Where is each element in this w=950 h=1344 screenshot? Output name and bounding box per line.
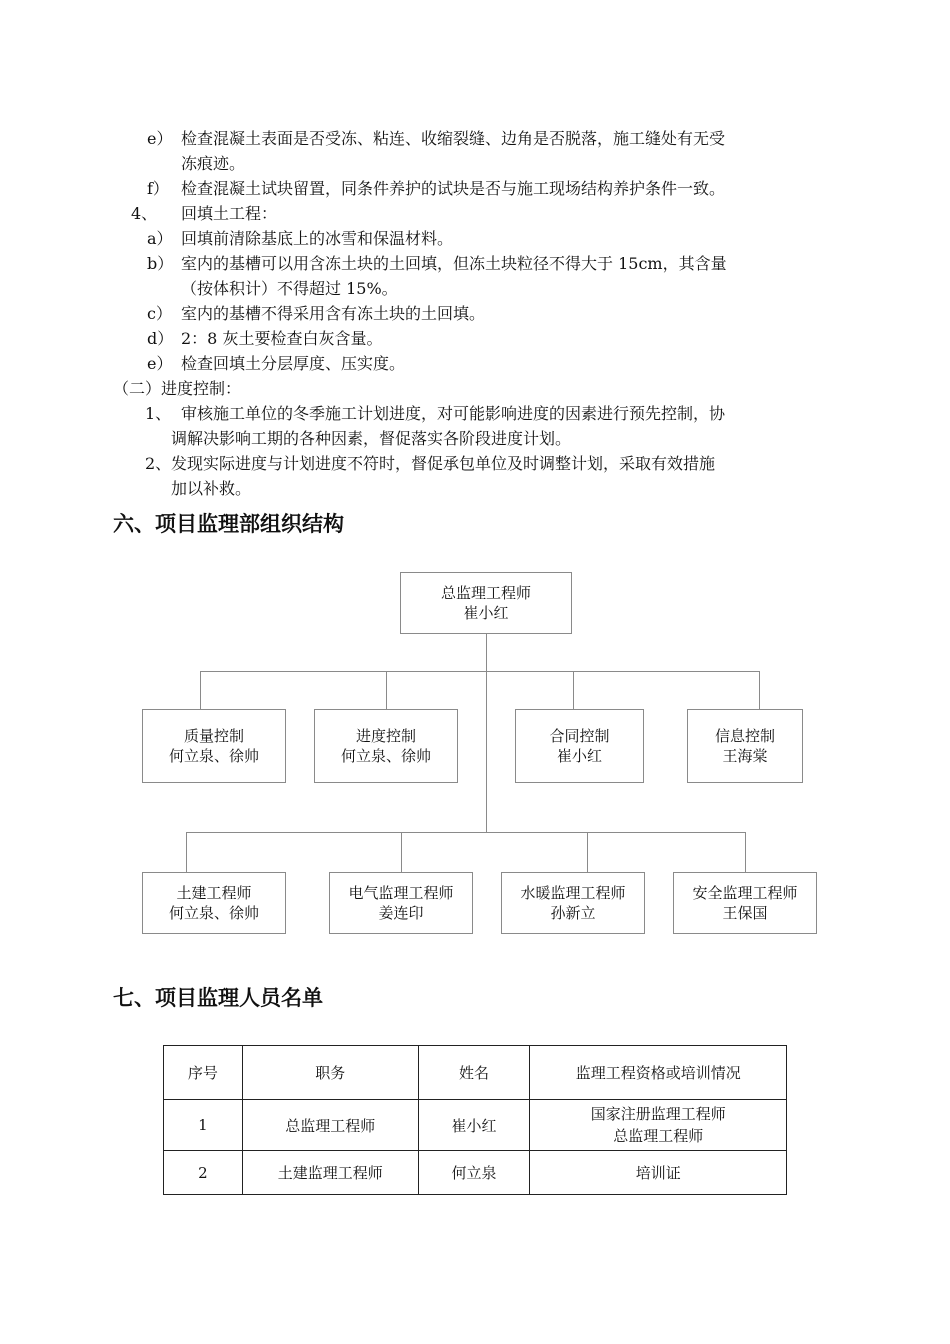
org-box-contract-control (515, 709, 644, 783)
connector-trunk (486, 634, 487, 832)
connector-drop (200, 671, 201, 709)
col-header-name: 姓名 (418, 1046, 530, 1100)
cell-name: 崔小红 (418, 1100, 530, 1151)
cell-role: 总监理工程师 (242, 1100, 418, 1151)
qualification-line: 总监理工程师 (613, 1127, 704, 1145)
org-box-schedule-control (314, 709, 458, 783)
section-subtitle: （二）进度控制： (113, 379, 242, 398)
col-header-role: 职务 (242, 1046, 418, 1100)
org-box-title: 合同控制 (549, 727, 610, 745)
table-row (164, 1100, 787, 1151)
cell-role: 土建监理工程师 (242, 1151, 418, 1195)
item-marker: e） (147, 354, 173, 373)
paragraph-line: 发现实际进度与计划进度不符时，督促承包单位及时调整计划，采取有效措施 (171, 454, 716, 473)
connector-drop (401, 832, 402, 872)
paragraph-line: 调解决影响工期的各种因素，督促落实各阶段进度计划。 (171, 429, 572, 448)
org-box-name: 崔小红 (556, 747, 602, 765)
org-box-title: 总监理工程师 (440, 584, 531, 602)
connector-drop (386, 671, 387, 709)
col-header-qualification: 监理工程资格或培训情况 (530, 1046, 787, 1100)
org-box-name: 王海棠 (722, 747, 768, 765)
item-marker: e） (147, 129, 173, 148)
org-box-name: 何立泉、徐帅 (168, 747, 259, 765)
connector-drop (587, 832, 588, 872)
cell-no: 1 (164, 1100, 243, 1151)
item-marker: f） (147, 179, 169, 198)
paragraph-line: 审核施工单位的冬季施工计划进度，对可能影响进度的因素进行预先控制，协 (181, 404, 726, 423)
item-marker: c） (147, 304, 172, 323)
connector-drop (745, 832, 746, 872)
cell-qualification (530, 1100, 787, 1151)
org-box-hvac-engineer (501, 872, 645, 934)
connector-drop (573, 671, 574, 709)
item-marker: 4、 (131, 204, 158, 223)
item-marker: 1、 (145, 404, 172, 423)
org-box-name: 何立泉、徐帅 (168, 904, 259, 922)
paragraph-line: 回填土工程： (181, 204, 278, 223)
org-box-title: 水暖监理工程师 (520, 884, 626, 902)
item-marker: 2、 (145, 454, 172, 473)
org-box-chief-supervisor (400, 572, 572, 634)
paragraph-line: 室内的基槽可以用含冻土块的土回填，但冻土块粒径不得大于 15cm，其含量 (181, 254, 727, 273)
org-box-safety-engineer (673, 872, 817, 934)
paragraph-line: 检查混凝土表面是否受冻、粘连、收缩裂缝、边角是否脱落，施工缝处有无受 (181, 129, 726, 148)
org-box-title: 土建工程师 (176, 884, 252, 902)
org-box-civil-engineer (142, 872, 286, 934)
cell-no: 2 (164, 1151, 243, 1195)
paragraph-line: 检查回填土分层厚度、压实度。 (181, 354, 406, 373)
staff-table (163, 1045, 787, 1195)
org-box-name: 崔小红 (463, 604, 509, 622)
table-header-row (164, 1046, 787, 1100)
cell-name: 何立泉 (418, 1151, 530, 1195)
section-heading-staff-list: 七、项目监理人员名单 (113, 986, 323, 1010)
org-box-name: 孙新立 (550, 904, 596, 922)
org-box-title: 信息控制 (714, 727, 775, 745)
paragraph-line: 2：8 灰土要检查白灰含量。 (181, 329, 383, 348)
paragraph-line: 室内的基槽不得采用含有冻土块的土回填。 (181, 304, 486, 323)
item-marker: b） (147, 254, 174, 273)
connector-drop (759, 671, 760, 709)
paragraph-line: 加以补救。 (171, 479, 252, 498)
item-marker: d） (147, 329, 174, 348)
item-marker: a） (147, 229, 173, 248)
cell-qualification: 培训证 (530, 1151, 787, 1195)
org-box-name: 姜连印 (378, 904, 424, 922)
org-box-title: 安全监理工程师 (692, 884, 798, 902)
paragraph-line: 冻痕迹。 (181, 154, 246, 173)
org-box-quality-control (142, 709, 286, 783)
connector-drop (186, 832, 187, 872)
org-box-title: 质量控制 (183, 727, 244, 745)
connector-level3-bar (186, 832, 746, 833)
org-box-name: 何立泉、徐帅 (340, 747, 431, 765)
org-box-title: 进度控制 (355, 727, 416, 745)
paragraph-line: 检查混凝土试块留置，同条件养护的试块是否与施工现场结构养护条件一致。 (181, 179, 726, 198)
org-box-name: 王保国 (722, 904, 768, 922)
qualification-line: 国家注册监理工程师 (590, 1105, 726, 1123)
table-row (164, 1151, 787, 1195)
org-box-electrical-engineer (329, 872, 473, 934)
col-header-no: 序号 (164, 1046, 243, 1100)
org-box-title: 电气监理工程师 (348, 884, 454, 902)
paragraph-line: 回填前清除基底上的冰雪和保温材料。 (181, 229, 454, 248)
paragraph-line: （按体积计）不得超过 15%。 (181, 279, 398, 298)
connector-level2-bar (200, 671, 760, 672)
org-box-information-control (687, 709, 803, 783)
section-heading-org-structure: 六、项目监理部组织结构 (113, 512, 344, 536)
